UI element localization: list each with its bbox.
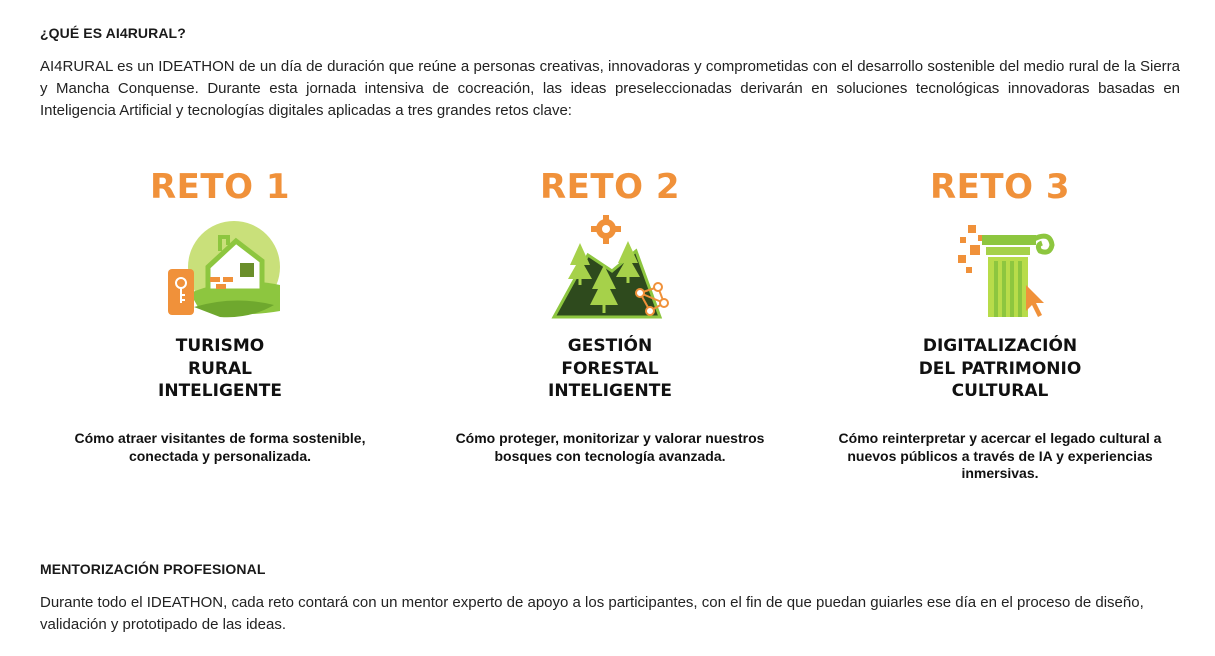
challenge-3 xyxy=(830,165,1170,481)
challenge-1-description: Cómo atraer visitantes de forma sostenible, conectada y personalizada. xyxy=(74,430,366,464)
challenge-2-description: Cómo proteger, monitorizar y valorar nuestros bosques con tecnología avanzada. xyxy=(455,430,765,464)
challenge-3-title: RETO 3 xyxy=(930,167,1070,207)
challenge-3-name: DIGITALIZACIÓN DEL PATRIMONIO CULTURAL xyxy=(918,336,1082,401)
challenge-1-title: RETO 1 xyxy=(150,167,290,207)
challenge-1-name: TURISMO RURAL INTELIGENTE xyxy=(158,336,282,401)
challenge-1 xyxy=(50,165,390,464)
mentoring-heading: MENTORIZACIÓN PROFESIONAL xyxy=(40,561,266,577)
about-heading: ¿QUÉ ES AI4RURAL? xyxy=(40,25,186,41)
about-paragraph: AI4RURAL es un IDEATHON de un día de duración que reúne a personas creativas, innovadoras y comprometidas con el desarrollo sostenible del medio rural de la Sierra y Mancha Conquense. Durante esta jornada intensiva de cocreación, las ideas preseleccionadas derivarán en soluciones tecnológicas innovadoras basadas en Inteligencia Artificial y tecnologías digitales aplicadas a tres grandes retos clave: xyxy=(40,58,1180,119)
forest-gear-network-icon xyxy=(540,215,680,325)
mentoring-paragraph: Durante todo el IDEATHON, cada reto contará con un mentor experto de apoyo a los participantes, con el fin de que puedan guiarles ese día en el proceso de diseño, validación y prototipado de las ideas. xyxy=(40,594,1144,633)
rural-house-phone-icon xyxy=(150,215,290,325)
digital-column-cursor-icon xyxy=(930,215,1070,325)
challenge-2 xyxy=(440,165,780,464)
challenge-3-description: Cómo reinterpretar y acercar el legado cultural a nuevos públicos a través de IA y experiencias inmersivas. xyxy=(838,430,1162,481)
challenge-2-name: GESTIÓN FORESTAL INTELIGENTE xyxy=(548,336,672,401)
challenge-2-title: RETO 2 xyxy=(540,167,680,207)
